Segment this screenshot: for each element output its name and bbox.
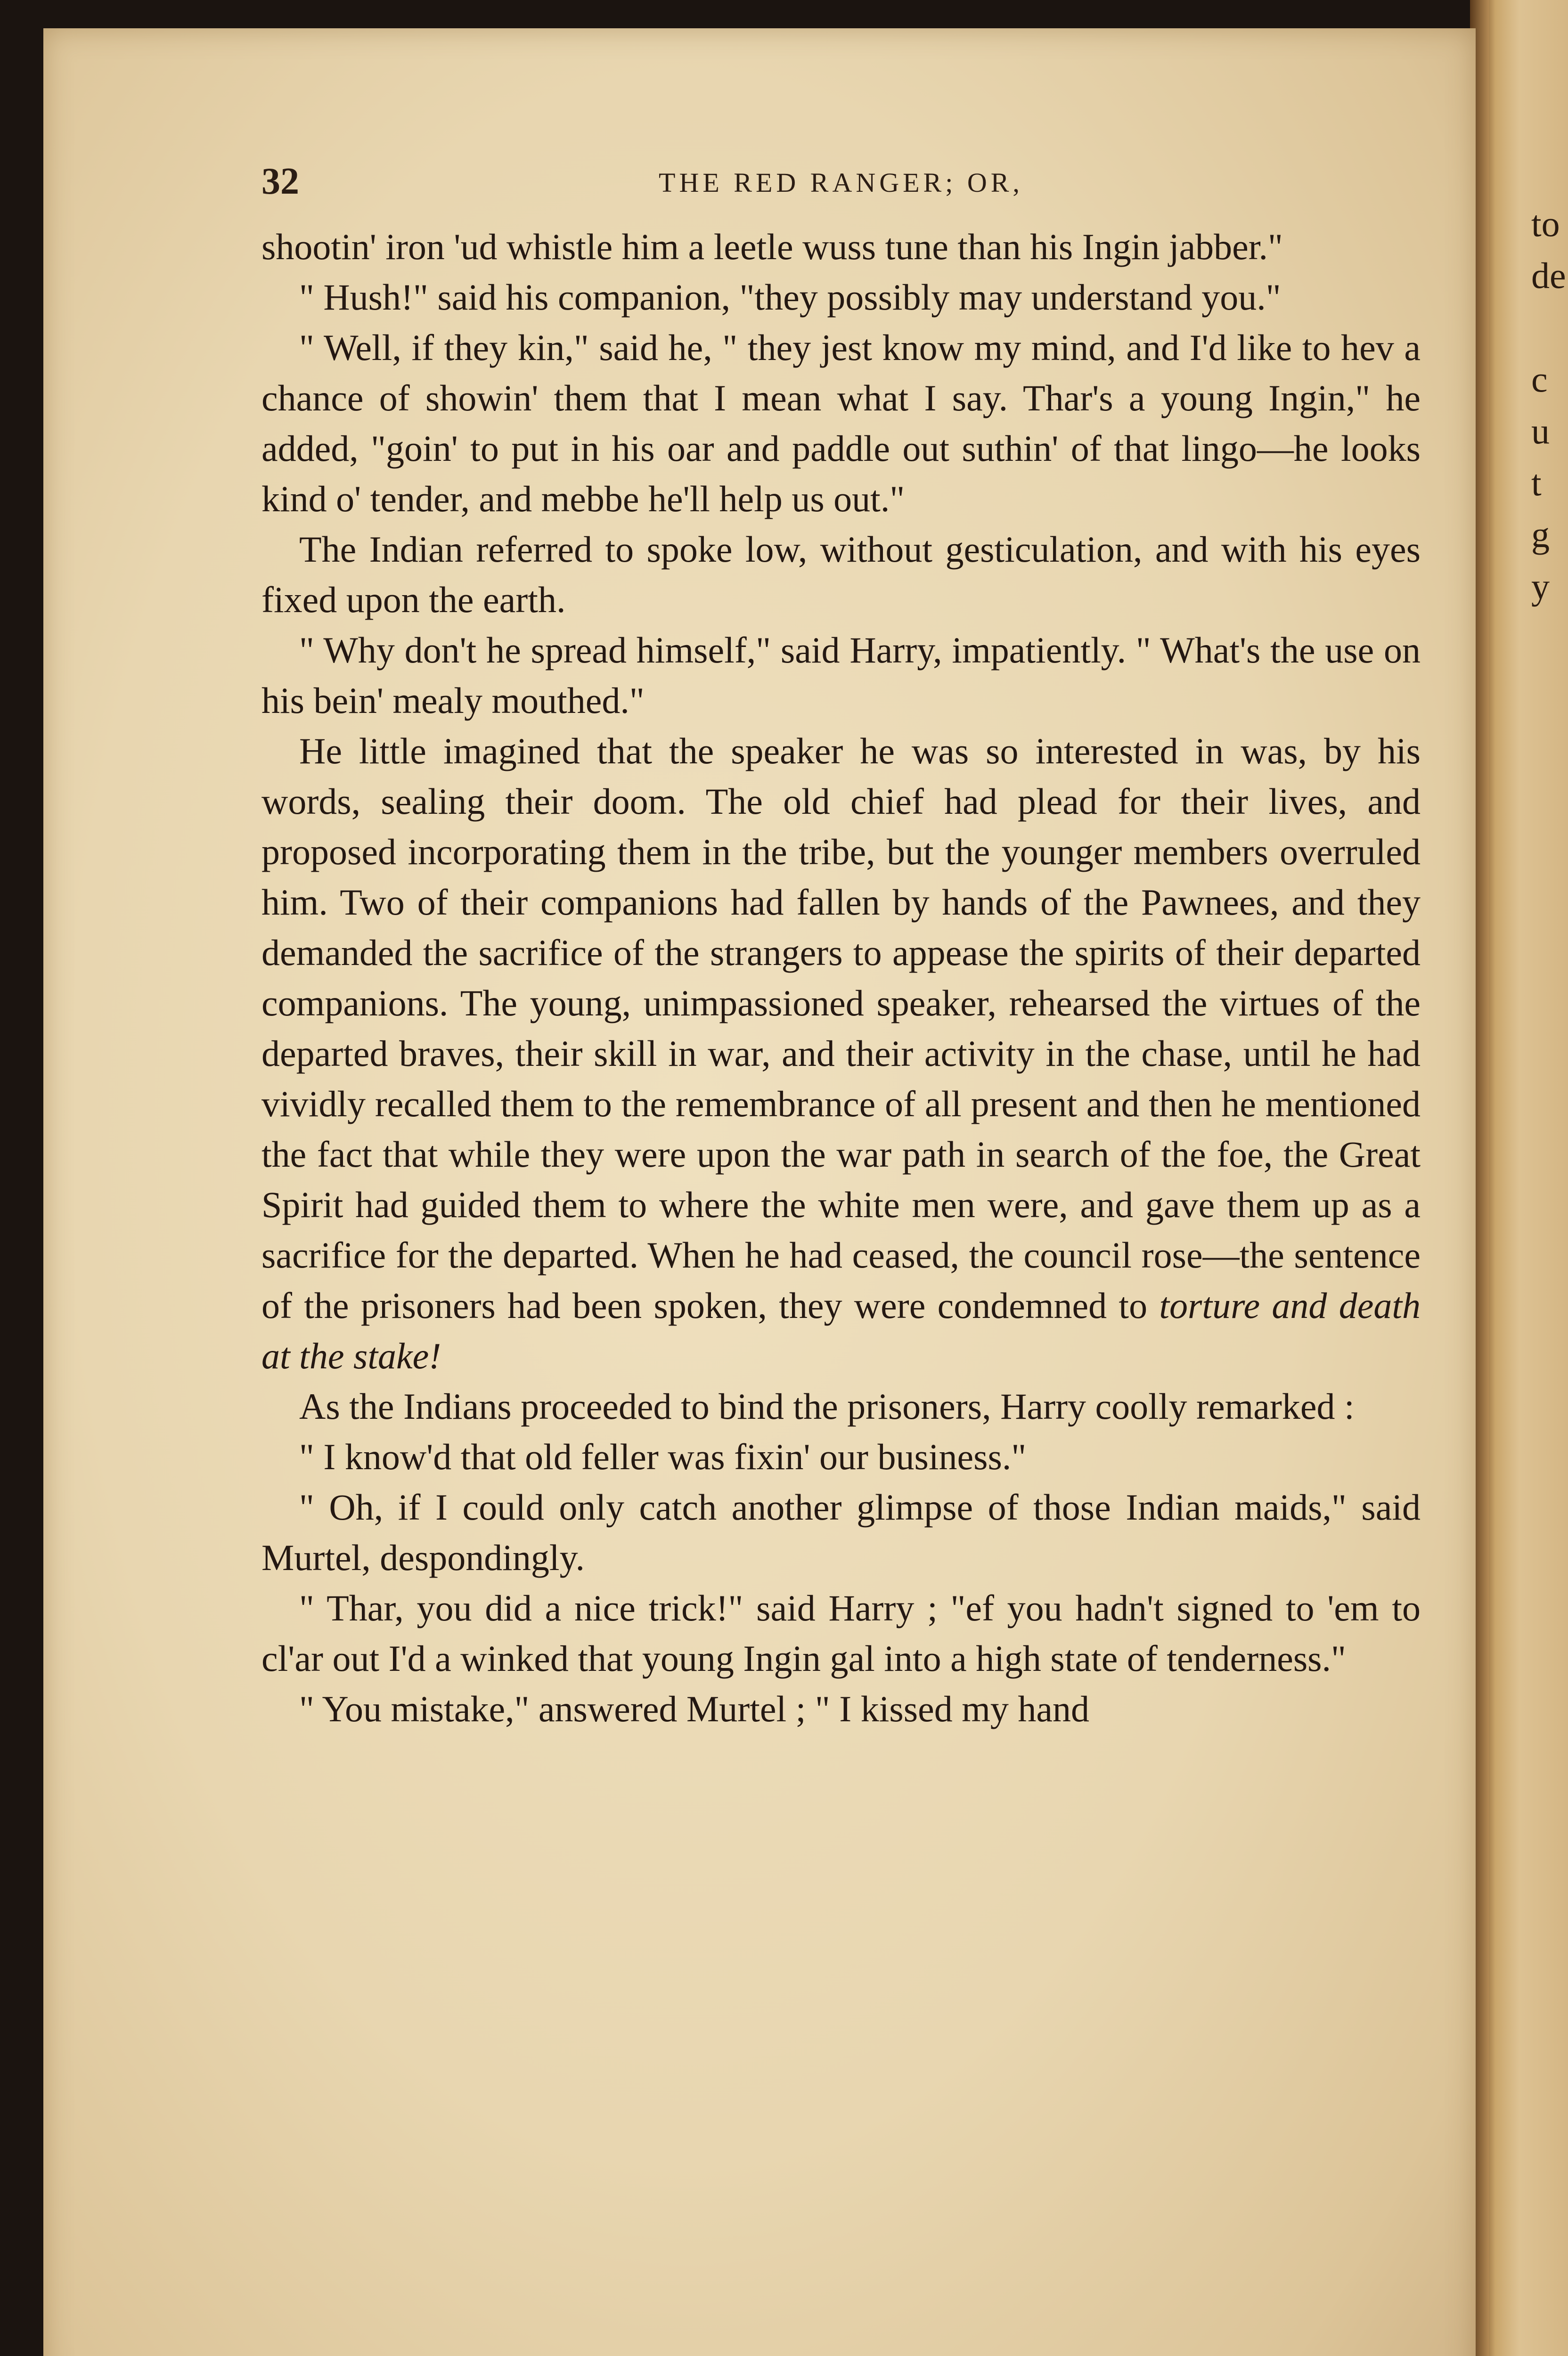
edge-letter: g <box>1531 514 1550 555</box>
body-text <box>261 221 1421 1734</box>
paragraph: " You mistake," answered Murtel ; " I kissed my hand <box>299 1688 1089 1729</box>
next-page-edge <box>1479 0 1568 2356</box>
page-header <box>261 160 1421 203</box>
paragraph: " Well, if they kin," said he, " they jest know my mind, and I'd like to hev a chance of showin' them that I mean what I say. Thar's a young Ingin," he added, "goin' to put in his oar and paddle out suthin' of that lingo—he looks kind o' tender, and mebbe he'll help us out." <box>261 327 1421 519</box>
page-number: 32 <box>261 161 299 202</box>
paragraph: The Indian referred to spoke low, without gesticulation, and with his eyes fixed upon the earth. <box>261 529 1421 620</box>
edge-letter: to <box>1531 203 1560 244</box>
edge-letter: t <box>1531 462 1542 503</box>
running-head: THE RED RANGER; OR, <box>659 167 1023 198</box>
edge-letter: y <box>1531 566 1550 607</box>
edge-letter: u <box>1531 410 1550 451</box>
paragraph: He little imagined that the speaker he was so interested in was, by his words, sealing their doom. The old chief had plead for their lives, and proposed incorporating them in the tribe, but the younger members overruled him. Two of their companions had fallen by hands of the Pawnees, and they demanded the sacrifice of the strangers to appease the spirits of their departed companions. The young, unimpassioned speaker, rehearsed the virtues of the departed braves, their skill in war, and their activity in the chase, until he had vividly recalled them to the remembrance of all present and then he mentioned the fact that while they were upon the war path in search of the foe, the Great Spirit had guided them to where the white men were, and gave them up as a sacrifice for the departed. When he had ceased, the council rose—the sentence of the prisoners had been spoken, they were condemned to torture and death at the stake! <box>261 730 1421 1376</box>
paragraph: " Oh, if I could only catch another glimpse of those Indian maids," said Murtel, despondingly. <box>261 1487 1421 1578</box>
paragraph: shootin' iron 'ud whistle him a leetle wuss tune than his Ingin jabber." <box>261 226 1283 267</box>
emphasis-text: torture and death at the stake! <box>261 1285 1421 1376</box>
paragraph: " Why don't he spread himself," said Harry, impatiently. " What's the use on his bein' mealy mouthed." <box>261 630 1421 721</box>
paragraph: " Hush!" said his companion, "they possibly may understand you." <box>299 277 1281 318</box>
paragraph: " I know'd that old feller was fixin' our business." <box>299 1436 1027 1477</box>
paragraph: As the Indians proceeded to bind the prisoners, Harry coolly remarked : <box>299 1386 1355 1427</box>
edge-letter <box>1531 302 1568 353</box>
paragraph: " Thar, you did a nice trick!" said Harry ; "ef you hadn't signed to 'em to cl'ar out I'd a winked that young Ingin gal into a high state of tenderness." <box>261 1587 1421 1679</box>
edge-letter: de <box>1531 255 1566 296</box>
next-page-letters <box>1531 198 1568 613</box>
edge-letter: c <box>1531 359 1548 400</box>
